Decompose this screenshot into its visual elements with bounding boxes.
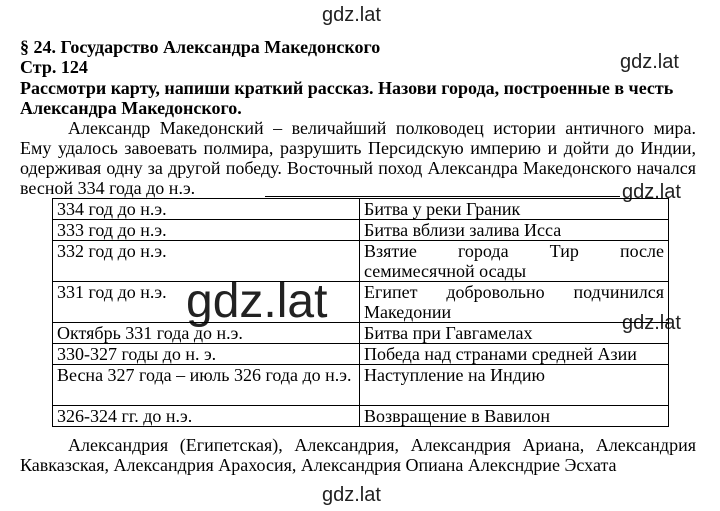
- date-cell: Весна 327 года – июль 326 года до н.э.: [53, 365, 360, 406]
- watermark-center: gdz.lat: [186, 275, 328, 328]
- table-row: [53, 199, 669, 220]
- table-row: [53, 241, 669, 282]
- table-row: [53, 220, 669, 241]
- event-cell: Битва вблизи залива Исса: [360, 220, 669, 241]
- event-cell: Битва при Гавгамелах: [360, 323, 669, 344]
- date-cell: 330-327 годы до н. э.: [53, 344, 360, 365]
- event-cell: Взятие города Тир после семимесячной осады: [360, 241, 669, 282]
- event-cell: Победа над странами средней Азии: [360, 344, 669, 365]
- date-cell: 326-324 гг. до н.э.: [53, 406, 360, 427]
- date-cell: 331 год до н.э.: [53, 282, 360, 323]
- table-row: [53, 406, 669, 427]
- event-cell: Наступление на Индию: [360, 365, 669, 406]
- answer-underline: [265, 196, 620, 197]
- date-cell: Октябрь 331 года до н.э.: [53, 323, 360, 344]
- table-row: [53, 344, 669, 365]
- table-row: [53, 282, 669, 323]
- date-cell: 332 год до н.э.: [53, 241, 360, 282]
- watermark-right-3: gdz.lat: [622, 312, 681, 334]
- cities-paragraph: Александрия (Египетская), Александрия, Александрия Ариана, Александрия Кавказская, Александрия Арахосия, Александрия Опиана Алекcндрие Эсхата: [20, 435, 696, 475]
- event-cell: Возвращение в Вавилон: [360, 406, 669, 427]
- table-row: [53, 323, 669, 344]
- watermark-top: gdz.lat: [322, 4, 381, 26]
- event-cell: Египет добровольно подчинился Македонии: [360, 282, 669, 323]
- date-cell: 333 год до н.э.: [53, 220, 360, 241]
- watermark-right-1: gdz.lat: [620, 51, 679, 73]
- watermark-bottom: gdz.lat: [322, 484, 381, 506]
- story-paragraph: Александр Македонский – величайший полководец истории античного мира. Ему удалось завоевать полмира, разрушить Персидскую империю и дойти до Индии, одерживая одну за другой победу. Восточный поход Александра Македонского начался весной 334 года до н.э.: [20, 118, 696, 198]
- timeline-table: [52, 198, 669, 427]
- event-cell: Битва у реки Граник: [360, 199, 669, 220]
- watermark-right-2: gdz.lat: [622, 181, 681, 203]
- date-cell: 334 год до н.э.: [53, 199, 360, 220]
- task-line-1: Рассмотри карту, напиши краткий рассказ. Назови города, построенные в честь: [20, 78, 674, 98]
- task-line-2: Александра Македонского.: [20, 98, 242, 118]
- section-title: § 24. Государство Александра Македонского: [20, 37, 381, 57]
- table-row: [53, 365, 669, 406]
- page-ref: Стр. 124: [20, 57, 88, 77]
